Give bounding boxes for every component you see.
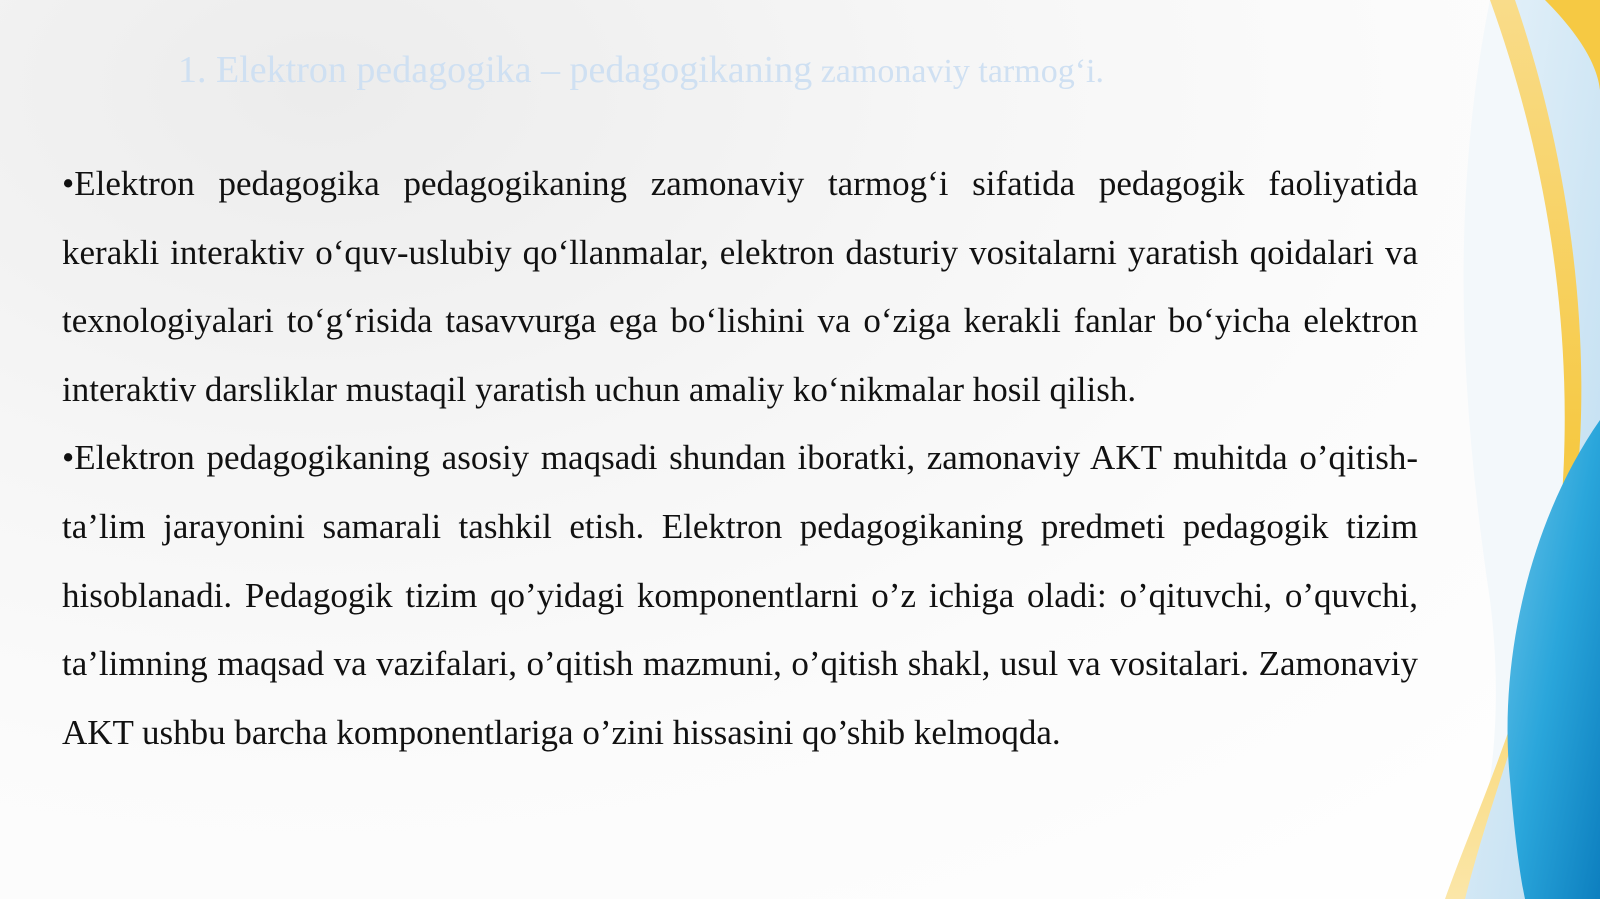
slide-title-main: 1. Elektron pedagogika – pedagogikaning bbox=[178, 49, 813, 91]
slide-body bbox=[62, 150, 1418, 767]
slide-title-rest: zamonaviy tarmog‘i. bbox=[812, 53, 1104, 90]
slide-title bbox=[178, 48, 1378, 94]
paragraph-1: •Elektron pedagogika pedagogikaning zamonaviy tarmog‘i sifatida pedagogik faoliyatida kerakli interaktiv o‘quv-uslubiy qo‘llanmalar, elektron dasturiy vositalarni yaratish qoidalari va texnologiyalari to‘g‘risida tasavvurga ega bo‘lishini va o‘ziga kerakli fanlar bo‘yicha elektron interaktiv darsliklar mustaqil yaratish uchun amaliy ko‘nikmalar hosil qilish. bbox=[62, 164, 1418, 409]
paragraph-2: •Elektron pedagogikaning asosiy maqsadi shundan iboratki, zamonaviy AKT muhitda o’qitish-ta’lim jarayonini samarali tashkil etish. Elektron pedagogikaning predmeti pedagogik tizim hisoblanadi. Pedagogik tizim qo’yidagi komponentlarni o’z ichiga oladi: o’qituvchi, o’quvchi, ta’limning maqsad va vazifalari, o’qitish mazmuni, o’qitish shakl, usul va vositalari. Zamonaviy AKT ushbu barcha komponentlariga o’zini hissasini qo’shib kelmoqda. bbox=[62, 438, 1418, 752]
